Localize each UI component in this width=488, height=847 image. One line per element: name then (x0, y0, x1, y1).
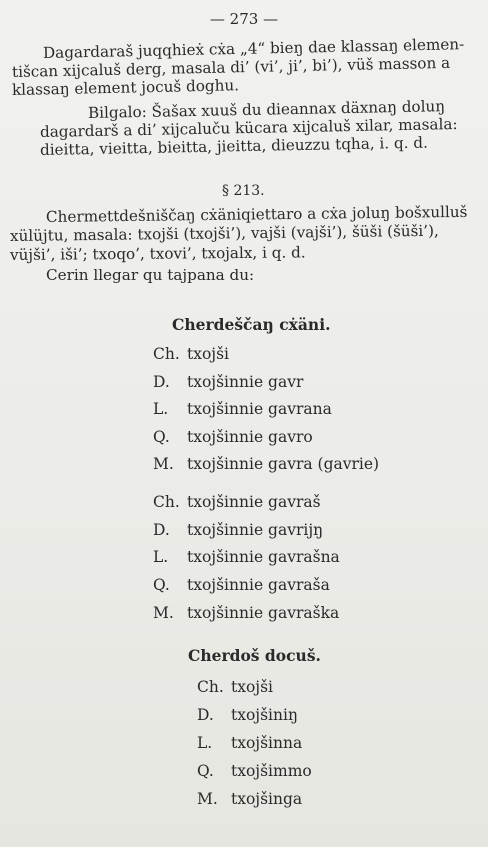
table-row (197, 790, 302, 808)
case-form: txojšimmo (231, 762, 312, 780)
case-form: txojšinga (231, 790, 303, 808)
case-label: D. (153, 373, 170, 391)
case-label: L. (153, 548, 169, 566)
para3-line4: Cerin llegar qu tajpana du: (46, 266, 255, 284)
case-label: Ch. (153, 345, 180, 363)
case-form: txojšinnie gavro (187, 428, 313, 446)
case-label: Ch. (153, 493, 180, 511)
case-label: M. (153, 455, 174, 473)
table-row (153, 493, 321, 511)
case-label: M. (153, 604, 174, 622)
table-row (153, 548, 340, 566)
table-row (153, 345, 229, 363)
case-label: Q. (153, 576, 170, 594)
case-form: txojšinnie gavr (187, 373, 304, 391)
table-row (153, 521, 323, 539)
case-form: txojšinnie gavrašna (187, 548, 340, 566)
case-form: txojšinnie gavraška (187, 604, 340, 622)
case-label: Q. (153, 428, 170, 446)
para2-line1: Bilgalo: Šašax xuuš du dieannax däxnaŋ doluŋ (87, 97, 446, 122)
table-row (153, 373, 303, 391)
case-form: txojši (231, 678, 274, 696)
case-label: D. (153, 521, 170, 539)
table-row (153, 455, 379, 473)
case-label: L. (153, 400, 169, 418)
table-row (153, 576, 330, 594)
table-row (197, 678, 273, 696)
table-row (197, 734, 302, 752)
case-label: Q. (197, 762, 214, 780)
case-form: txojši (187, 345, 230, 363)
table-row (197, 706, 298, 724)
para2-line2: dagardarš a di’ xijcaluču kücara xijcaluš xilar, masala: (39, 114, 458, 141)
section-heading: § 213. (222, 183, 265, 199)
case-form: txojšinnie gavrijŋ (187, 521, 324, 539)
case-form: txojšinnie gavraša (187, 576, 330, 594)
case-form: txojšiniŋ (231, 706, 298, 724)
heading-cherdos: Cherdoš docuš. (188, 646, 321, 665)
case-label: L. (197, 734, 213, 752)
case-label: D. (197, 706, 214, 724)
heading-cherdescan: Cherdeščaŋ cẋäni. (172, 315, 331, 334)
table-row (153, 428, 313, 446)
case-label: M. (197, 790, 218, 808)
para2-line3: dieitta, vieitta, bieitta, jieitta, dieuzzu tqha, i. q. d. (39, 133, 429, 159)
para1-line2: tišcan xijcaluš derg, masala di’ (vi’, ji’, bi’), vüš masson a (11, 53, 451, 81)
case-form: txojšinnie gavraš (187, 493, 321, 511)
case-label: Ch. (197, 678, 224, 696)
table-row (197, 762, 312, 780)
para3-line3: vüjši’, iši’; txoqo’, txovi’, txojalx, i q. d. (9, 243, 306, 264)
case-form: txojšinnie gavrana (187, 400, 332, 418)
para1-line3: klassaŋ element jocuš doghu. (11, 76, 240, 99)
page-number: — 273 — (209, 10, 279, 28)
para3-line2: xülüjtu, masala: txojši (txojši’), vajši (vajši’), šüši (šüši’), (9, 221, 439, 245)
case-form: txojšinnie gavra (gavrie) (187, 455, 380, 473)
table-row (153, 604, 339, 622)
para3-line1: Chermettdešniščaŋ cẋäniqiettaro a cẋa joluŋ bošxulluš (45, 202, 468, 226)
case-form: txojšinna (231, 734, 303, 752)
table-row (153, 400, 332, 418)
para1-line1: Dagardaraš juqqhieẋ cẋa „4“ bieŋ dae klassaŋ elemen- (42, 35, 465, 62)
